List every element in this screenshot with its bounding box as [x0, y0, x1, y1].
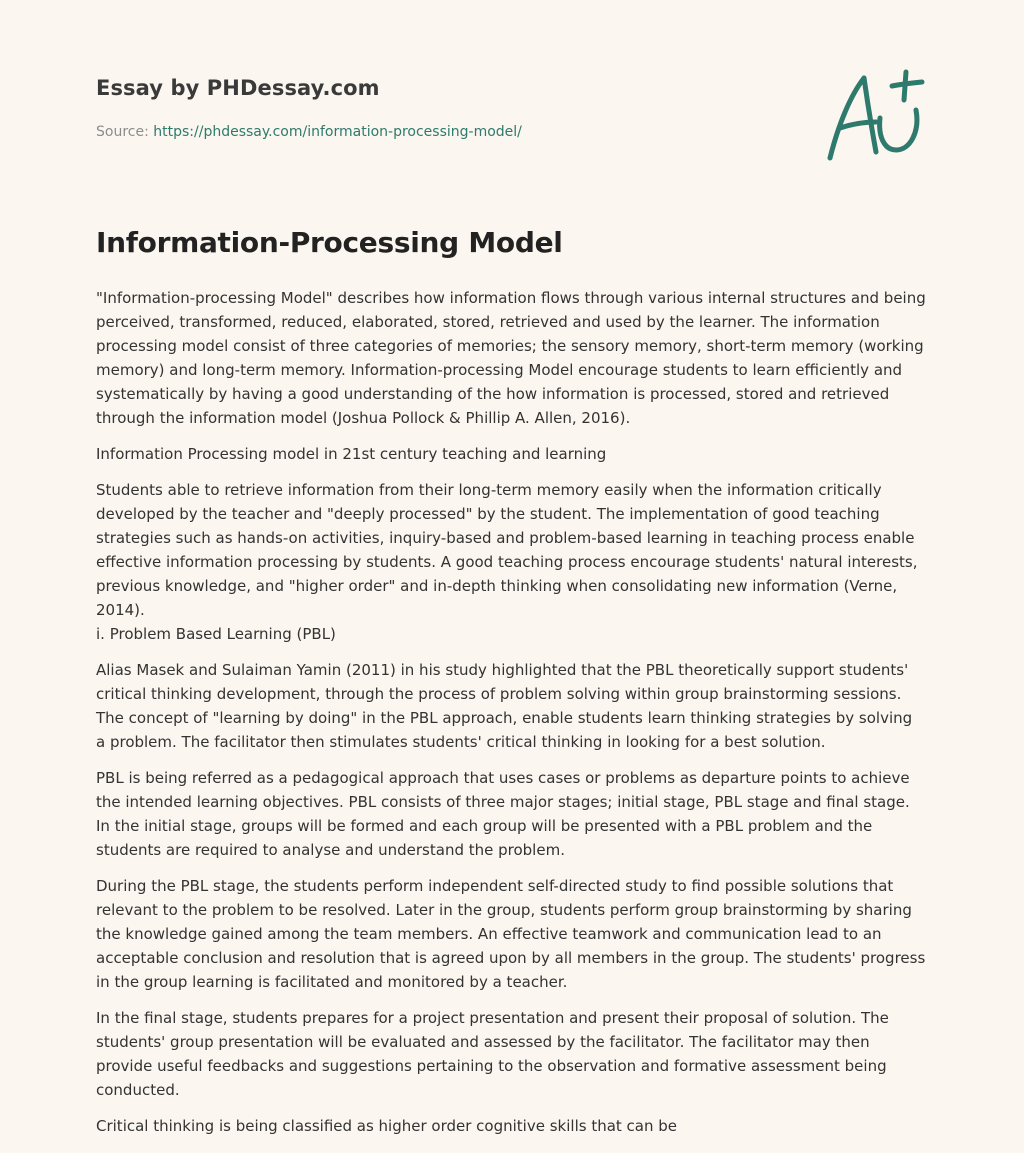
paragraph: In the final stage, students prepares for a project presentation and present their proposal of solution. The students' group presentation will be evaluated and assessed by the facilitator. The facilitator may then provide useful feedbacks and suggestions pertaining to the observation and formative assessment being conducted. — [96, 1009, 889, 1099]
paragraph: "Information-processing Model" describes how information flows through various internal structures and being perceived, transformed, reduced, elaborated, stored, retrieved and used by the learner. The information processing model consist of three categories of memories; the sensory memory, short-term memory (working memory) and long-term memory. Information-processing Model encourage students to learn efficiently and systematically by having a good understanding of the how information is processed, stored and retrieved through the information model (Joshua Pollock & Phillip A. Allen, 2016). — [96, 289, 926, 427]
subsection-heading: i. Problem Based Learning (PBL) — [96, 625, 336, 643]
section-heading: Information Processing model in 21st century teaching and learning — [96, 445, 607, 463]
paragraph: Alias Masek and Sulaiman Yamin (2011) in his study highlighted that the PBL theoretically support students' critical thinking development, through the process of problem solving within group brainstorming sessions. The concept of "learning by doing" in the PBL approach, enable students learn thinking strategies by solving a problem. The facilitator then stimulates students' critical thinking in looking for a best solution. — [96, 661, 913, 751]
site-brand: Essay by PHDessay.com — [96, 76, 380, 100]
paragraph: PBL is being referred as a pedagogical approach that uses cases or problems as departure points to achieve the intended learning objectives. PBL consists of three major stages; initial stage, PBL stage and final stage. In the initial stage, groups will be formed and each group will be presented with a PBL problem and the students are required to analyse and understand the problem. — [96, 769, 910, 859]
source-label: Source: — [96, 124, 149, 140]
essay-title: Information-Processing Model — [96, 226, 563, 259]
paragraph: Critical thinking is being classified as higher order cognitive skills that can be — [96, 1117, 678, 1135]
source-link[interactable]: https://phdessay.com/information-processing-model/ — [153, 124, 522, 140]
a-plus-logo-icon — [820, 66, 928, 166]
paragraph: During the PBL stage, the students perform independent self-directed study to find possible solutions that relevant to the problem to be resolved. Later in the group, students perform group brainstorming by sharing the knowledge gained among the team members. An effective teamwork and communication lead to an acceptable conclusion and resolution that is agreed upon by all members in the group. The students' progress in the group learning is facilitated and monitored by a teacher. — [96, 877, 926, 991]
essay-body — [96, 286, 926, 1150]
source-line — [96, 124, 522, 140]
paragraph: Students able to retrieve information from their long-term memory easily when the information critically developed by the teacher and "deeply processed" by the student. The implementation of good teaching strategies such as hands-on activities, inquiry-based and problem-based learning in teaching process enable effective information processing by students. A good teaching process encourage students' natural interests, previous knowledge, and "higher order" and in-depth thinking when consolidating new information (Verne, 2014). — [96, 481, 918, 619]
